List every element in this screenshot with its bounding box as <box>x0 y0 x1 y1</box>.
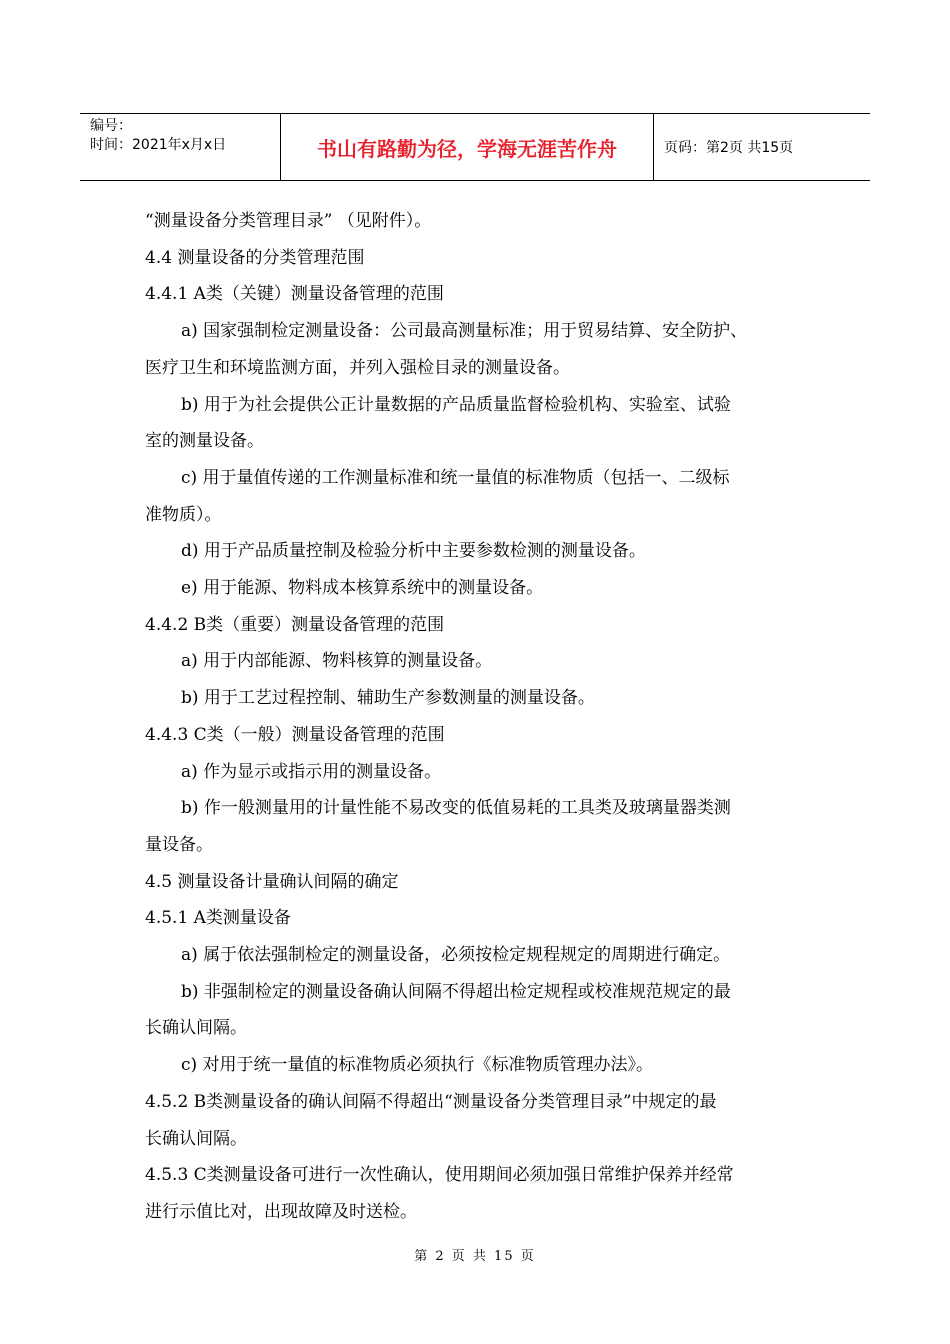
body-line: 室的测量设备。 <box>145 431 264 452</box>
body-line: b) 用于工艺过程控制、辅助生产参数测量的测量设备。 <box>181 688 595 709</box>
document-number-label: 编号： <box>90 118 132 134</box>
body-line: b) 用于为社会提供公正计量数据的产品质量监督检验机构、实验室、试验 <box>181 394 731 415</box>
body-line: 4.5.2 B类测量设备的确认间隔不得超出“测量设备分类管理目录”中规定的最 <box>145 1091 717 1112</box>
body-line: 4.5 测量设备计量确认间隔的确定 <box>145 871 399 892</box>
body-line: c) 对用于统一量值的标准物质必须执行《标准物质管理办法》。 <box>181 1055 654 1076</box>
document-time-label: 时间：2021年x月x日 <box>90 137 227 153</box>
body-line: 医疗卫生和环境监测方面，并列入强检目录的测量设备。 <box>145 357 570 378</box>
header-page-info: 页码：第2页 共15页 <box>664 140 794 156</box>
document-body <box>145 203 810 1231</box>
body-line: 进行示值比对，出现故障及时送检。 <box>145 1201 417 1222</box>
body-line: b) 非强制检定的测量设备确认间隔不得超出检定规程或校准规范规定的最 <box>181 981 731 1002</box>
body-line: 长确认间隔。 <box>145 1128 247 1149</box>
body-line: 4.5.3 C类测量设备可进行一次性确认，使用期间必须加强日常维护保养并经常 <box>145 1165 734 1186</box>
body-line: 准物质）。 <box>145 504 222 525</box>
body-line: 量设备。 <box>145 834 213 855</box>
body-line: 长确认间隔。 <box>145 1018 247 1039</box>
body-line: a) 用于内部能源、物料核算的测量设备。 <box>181 651 493 672</box>
header-motto: 书山有路勤为径，学海无涯苦作舟 <box>281 114 654 180</box>
header-meta-cell <box>80 114 281 180</box>
body-line: d) 用于产品质量控制及检验分析中主要参数检测的测量设备。 <box>181 541 646 562</box>
body-line: 4.4.2 B类（重要）测量设备管理的范围 <box>145 614 445 635</box>
page-footer: 第 2 页 共 15 页 <box>414 1249 536 1264</box>
body-line: 4.4.3 C类（一般）测量设备管理的范围 <box>145 724 445 745</box>
body-line: a) 属于依法强制检定的测量设备，必须按检定规程规定的周期进行确定。 <box>181 945 731 966</box>
body-line: b) 作一般测量用的计量性能不易改变的低值易耗的工具类及玻璃量器类测 <box>181 798 731 819</box>
body-line: “测量设备分类管理目录” （见附件）。 <box>145 211 432 231</box>
body-line: 4.4 测量设备的分类管理范围 <box>145 247 365 268</box>
body-line: 4.4.1 A类（关键）测量设备管理的范围 <box>145 284 444 305</box>
body-line: 4.5.1 A类测量设备 <box>145 908 291 929</box>
body-line: a) 国家强制检定测量设备：公司最高测量标准；用于贸易结算、安全防护、 <box>181 321 748 342</box>
body-line: e) 用于能源、物料成本核算系统中的测量设备。 <box>181 578 544 599</box>
header-table <box>80 113 870 181</box>
body-line: c) 用于量值传递的工作测量标准和统一量值的标准物质（包括一、二级标 <box>181 467 730 488</box>
body-line: a) 作为显示或指示用的测量设备。 <box>181 761 442 782</box>
